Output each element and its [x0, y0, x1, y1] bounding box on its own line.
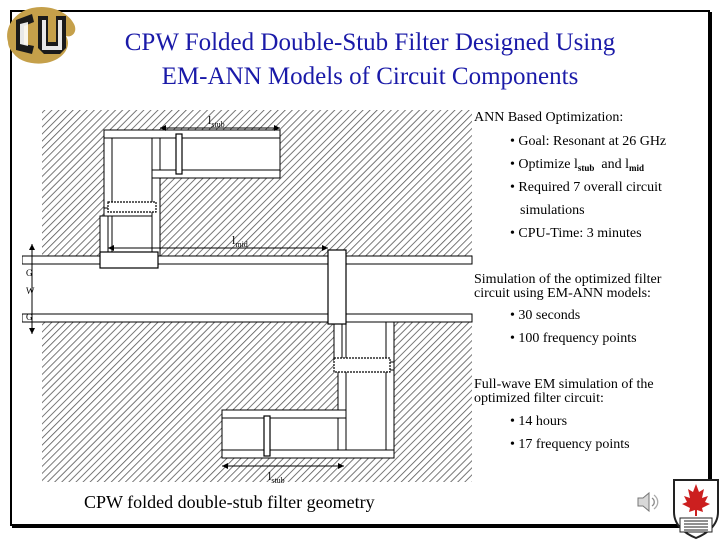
figure-caption: CPW folded double-stub filter geometry	[84, 492, 375, 512]
cu-logo	[2, 2, 80, 70]
fullwave-heading-1: Full-wave EM simulation of the	[474, 377, 654, 392]
ann-bullet-goal: • Goal: Resonant at 26 GHz	[510, 134, 667, 149]
slide-title	[70, 26, 670, 94]
sim-heading-2: circuit using EM-ANN models:	[474, 286, 651, 301]
filter-geometry-figure	[22, 104, 474, 487]
l-stub-bottom-label: $l_{stub}$	[268, 469, 285, 485]
ann-bullet-optimize: • Optimize $l_{stub}$ and $l_{mid}$	[510, 157, 645, 173]
ann-bullet-cpu: • CPU-Time: 3 minutes	[510, 226, 642, 241]
l-mid-label: $l_{mid}$	[232, 233, 248, 249]
g-bottom-label: G	[26, 312, 33, 322]
g-top-label: G	[26, 268, 33, 278]
sim-bullet-points: • 100 frequency points	[510, 331, 637, 346]
university-shield-logo	[672, 478, 720, 540]
fullwave-bullet-points: • 17 frequency points	[510, 437, 630, 452]
sim-bullet-time: • 30 seconds	[510, 308, 581, 323]
l-stub-top-label: $l_{stub}$	[208, 113, 225, 129]
fullwave-bullet-time: • 14 hours	[510, 414, 568, 429]
fullwave-heading-2: optimized filter circuit:	[474, 391, 604, 406]
ann-bullet-required: • Required 7 overall circuit	[510, 180, 662, 195]
speaker-icon[interactable]	[634, 488, 662, 516]
title-line-2: EM-ANN Models of Circuit Components	[161, 63, 579, 90]
ann-heading: ANN Based Optimization:	[474, 110, 624, 125]
sim-heading-1: Simulation of the optimized filter	[474, 272, 662, 287]
title-line-1: CPW Folded Double-Stub Filter Designed Using	[124, 29, 616, 56]
ann-bullet-required-cont: simulations	[520, 203, 585, 218]
w-label: W	[26, 286, 35, 296]
